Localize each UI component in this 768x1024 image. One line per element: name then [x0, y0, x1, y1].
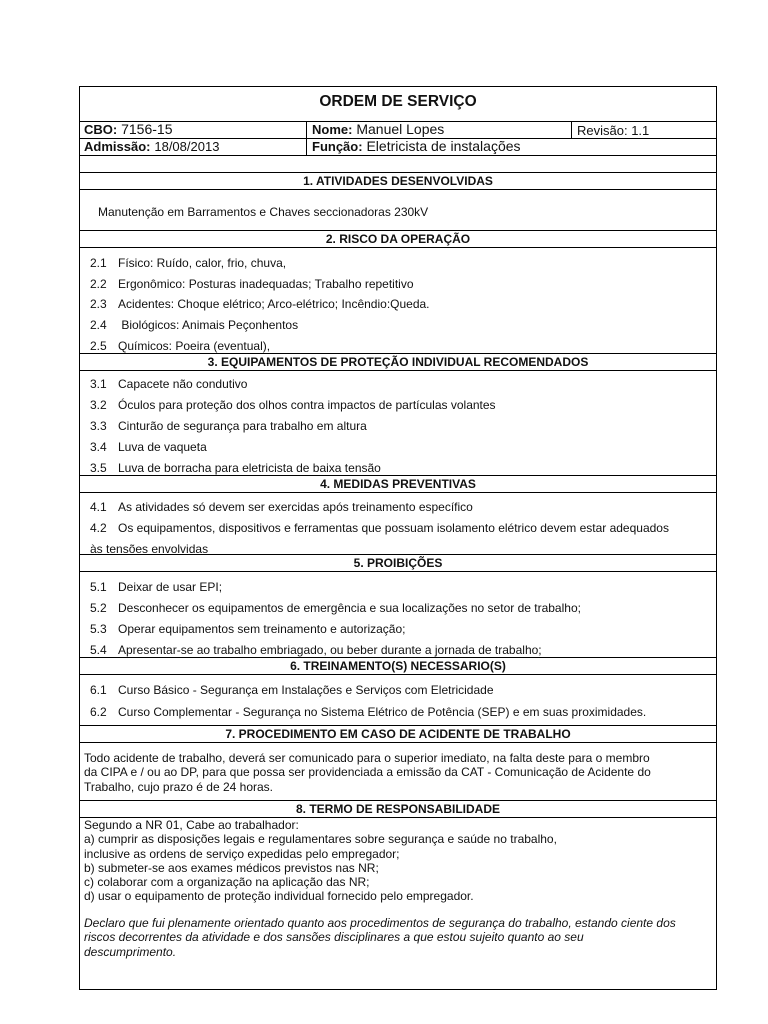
divider: [306, 121, 307, 155]
list-item: 2.4 Biológicos: Animais Peçonhentos: [90, 318, 299, 332]
nome-label: Nome:: [312, 122, 353, 137]
list-item: 2.1 Físico: Ruído, calor, frio, chuva,: [90, 256, 287, 270]
declaration-text: Declaro que fui plenamente orientado quanto aos procedimentos de segurança do trabalho, estando ciente dos riscos decorrentes da atividade e dos sansões disciplinares a que estou sujeito quanto ao seu descumprimento.: [84, 916, 676, 959]
section-1-title: 1. ATIVIDADES DESENVOLVIDAS: [303, 174, 493, 188]
nome-value: Manuel Lopes: [356, 121, 445, 137]
section-6-title: 6. TREINAMENTO(S) NECESSARIO(S): [290, 659, 506, 673]
admissao-label: Admissão:: [84, 139, 151, 154]
section-5-title: 5. PROIBIÇÕES: [353, 556, 443, 570]
funcao-value: Eletricista de instalações: [366, 138, 521, 154]
divider: [80, 353, 716, 354]
cbo-label: CBO:: [84, 122, 118, 137]
divider: [80, 155, 716, 156]
list-item: 4.1 As atividades só devem ser exercidas após treinamento específico: [90, 500, 473, 514]
list-item: 5.4 Apresentar-se ao trabalho embriagado, ou beber durante a jornada de trabalho;: [90, 643, 542, 657]
list-item: 4.2 Os equipamentos, dispositivos e ferramentas que possuam isolamento elétrico devem estar adequados: [90, 521, 669, 535]
section-2-title: 2. RISCO DA OPERAÇÃO: [325, 232, 471, 246]
nome-field: [312, 122, 444, 137]
divider: [571, 121, 572, 138]
divider: [80, 247, 716, 248]
admissao-value: 18/08/2013: [154, 139, 220, 154]
divider: [80, 475, 716, 476]
accident-procedure-text: Todo acidente de trabalho, deverá ser comunicado para o superior imediato, na falta deste para o membro da CIPA e / ou ao DP, para que possa ser providenciada a emissão da CAT - Comunicação de Acidente do Trabalho, cujo prazo é de 24 horas.: [84, 751, 651, 794]
list-item: 2.2 Ergonômico: Posturas inadequadas; Trabalho repetitivo: [90, 277, 414, 291]
list-item-continuation: às tensões envolvidas: [90, 542, 209, 556]
section-1-text: Manutenção em Barramentos e Chaves seccionadoras 230kV: [98, 205, 429, 219]
list-item: 3.3 Cinturão de segurança para trabalho em altura: [90, 419, 367, 433]
form-title: ORDEM DE SERVIÇO: [319, 93, 477, 110]
cbo-field: [84, 122, 173, 137]
section-4-title: 4. MEDIDAS PREVENTIVAS: [320, 477, 476, 491]
funcao-label: Função:: [312, 139, 363, 154]
service-order-form: [79, 86, 717, 990]
revisao-field: Revisão: 1.1: [577, 123, 650, 138]
divider: [80, 189, 716, 190]
section-8-title: 8. TERMO DE RESPONSABILIDADE: [295, 802, 501, 816]
divider: [80, 492, 716, 493]
funcao-field: [312, 139, 521, 154]
admissao-field: [84, 139, 219, 154]
divider: [80, 172, 716, 173]
list-item: 5.1 Deixar de usar EPI;: [90, 580, 223, 594]
list-item: 3.4 Luva de vaqueta: [90, 440, 207, 454]
divider: [80, 370, 716, 371]
list-item: 2.3 Acidentes: Choque elétrico; Arco-elétrico; Incêndio:Queda.: [90, 297, 430, 311]
list-item: 5.2 Desconhecer os equipamentos de emergência e sua localizações no setor de trabalho;: [90, 601, 581, 615]
divider: [80, 657, 716, 658]
section-3-title: 3. EQUIPAMENTOS DE PROTEÇÃO INDIVIDUAL RECOMENDADOS: [207, 355, 589, 369]
divider: [80, 674, 716, 675]
divider: [80, 554, 716, 555]
responsibility-text: Segundo a NR 01, Cabe ao trabalhador: a) cumprir as disposições legais e regulamentares sobre segurança e saúde no trabalho, inclusive as ordens de serviço expedidas pelo empregador; b) submeter-se aos exames médicos previstos nas NR; c) colaborar com a organização na aplicação das NR; d) usar o equipamento de proteção individual fornecido pelo empregador.: [84, 818, 557, 904]
section-7-title: 7. PROCEDIMENTO EM CASO DE ACIDENTE DE TRABALHO: [225, 727, 571, 741]
list-item: 6.2 Curso Complementar - Segurança no Sistema Elétrico de Potência (SEP) e em suas proximidades.: [90, 705, 647, 719]
list-item: 6.1 Curso Básico - Segurança em Instalações e Serviços com Eletricidade: [90, 683, 494, 697]
list-item: 5.3 Operar equipamentos sem treinamento e autorização;: [90, 622, 406, 636]
list-item: 3.5 Luva de borracha para eletricista de baixa tensão: [90, 461, 381, 475]
divider: [80, 230, 716, 231]
divider: [80, 742, 716, 743]
list-item: 3.2 Óculos para proteção dos olhos contra impactos de partículas volantes: [90, 398, 496, 412]
divider: [80, 800, 716, 801]
list-item: 2.5 Químicos: Poeira (eventual),: [90, 339, 271, 353]
divider: [80, 571, 716, 572]
cbo-value: 7156-15: [121, 121, 173, 137]
divider: [80, 725, 716, 726]
list-item: 3.1 Capacete não condutivo: [90, 377, 248, 391]
